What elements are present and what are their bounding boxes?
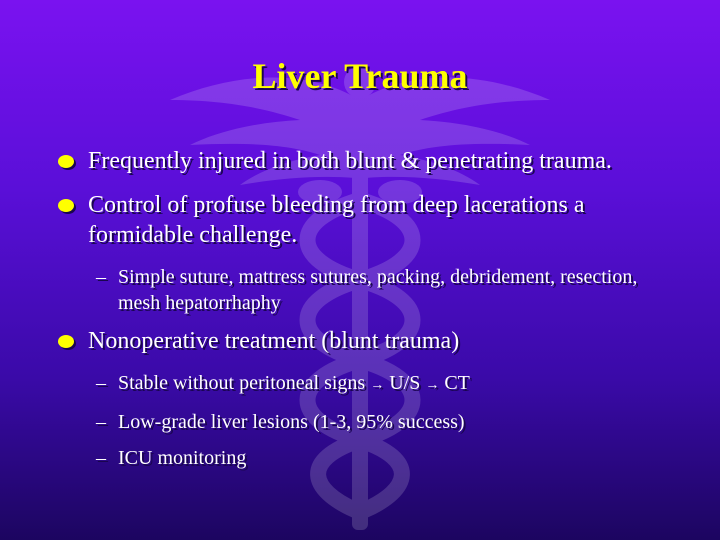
sub-bullet-item — [58, 445, 668, 471]
sub-bullet-item — [58, 370, 668, 399]
slide-title: Liver Trauma — [252, 56, 468, 96]
dash-marker: – — [96, 447, 106, 469]
bullet-text: Frequently injured in both blunt & penetrating trauma. — [88, 148, 612, 174]
dash-marker: – — [96, 266, 106, 288]
bullet-text: Control of profuse bleeding from deep lacerations a formidable challenge. — [88, 192, 585, 248]
bullet-dot-icon — [58, 335, 74, 348]
sub-bullet-text: Low-grade liver lesions (1-3, 95% success) — [118, 411, 465, 433]
arrow-right-icon: → — [370, 378, 385, 393]
text-segment: CT — [439, 372, 470, 394]
dash-marker: – — [96, 411, 106, 433]
bullet-dot-icon — [58, 155, 74, 168]
text-segment: U/S — [384, 372, 426, 394]
sub-bullet-item — [58, 264, 668, 316]
sub-bullet-text: ICU monitoring — [118, 447, 247, 469]
bullet-dot-icon — [58, 199, 74, 212]
sub-bullet-item — [58, 409, 668, 435]
bullet-text: Nonoperative treatment (blunt trauma) — [88, 328, 460, 354]
bullet-item — [58, 190, 668, 250]
bullet-list — [58, 146, 668, 481]
arrow-right-icon: → — [425, 378, 440, 393]
text-segment: Stable without peritoneal signs — [118, 372, 371, 394]
bullet-item — [58, 326, 668, 356]
sub-bullet-text: Simple suture, mattress sutures, packing, debridement, resection, mesh hepatorrhaphy — [118, 266, 638, 314]
bullet-item — [58, 146, 668, 176]
sub-bullet-text — [118, 372, 470, 394]
dash-marker: – — [96, 372, 106, 394]
